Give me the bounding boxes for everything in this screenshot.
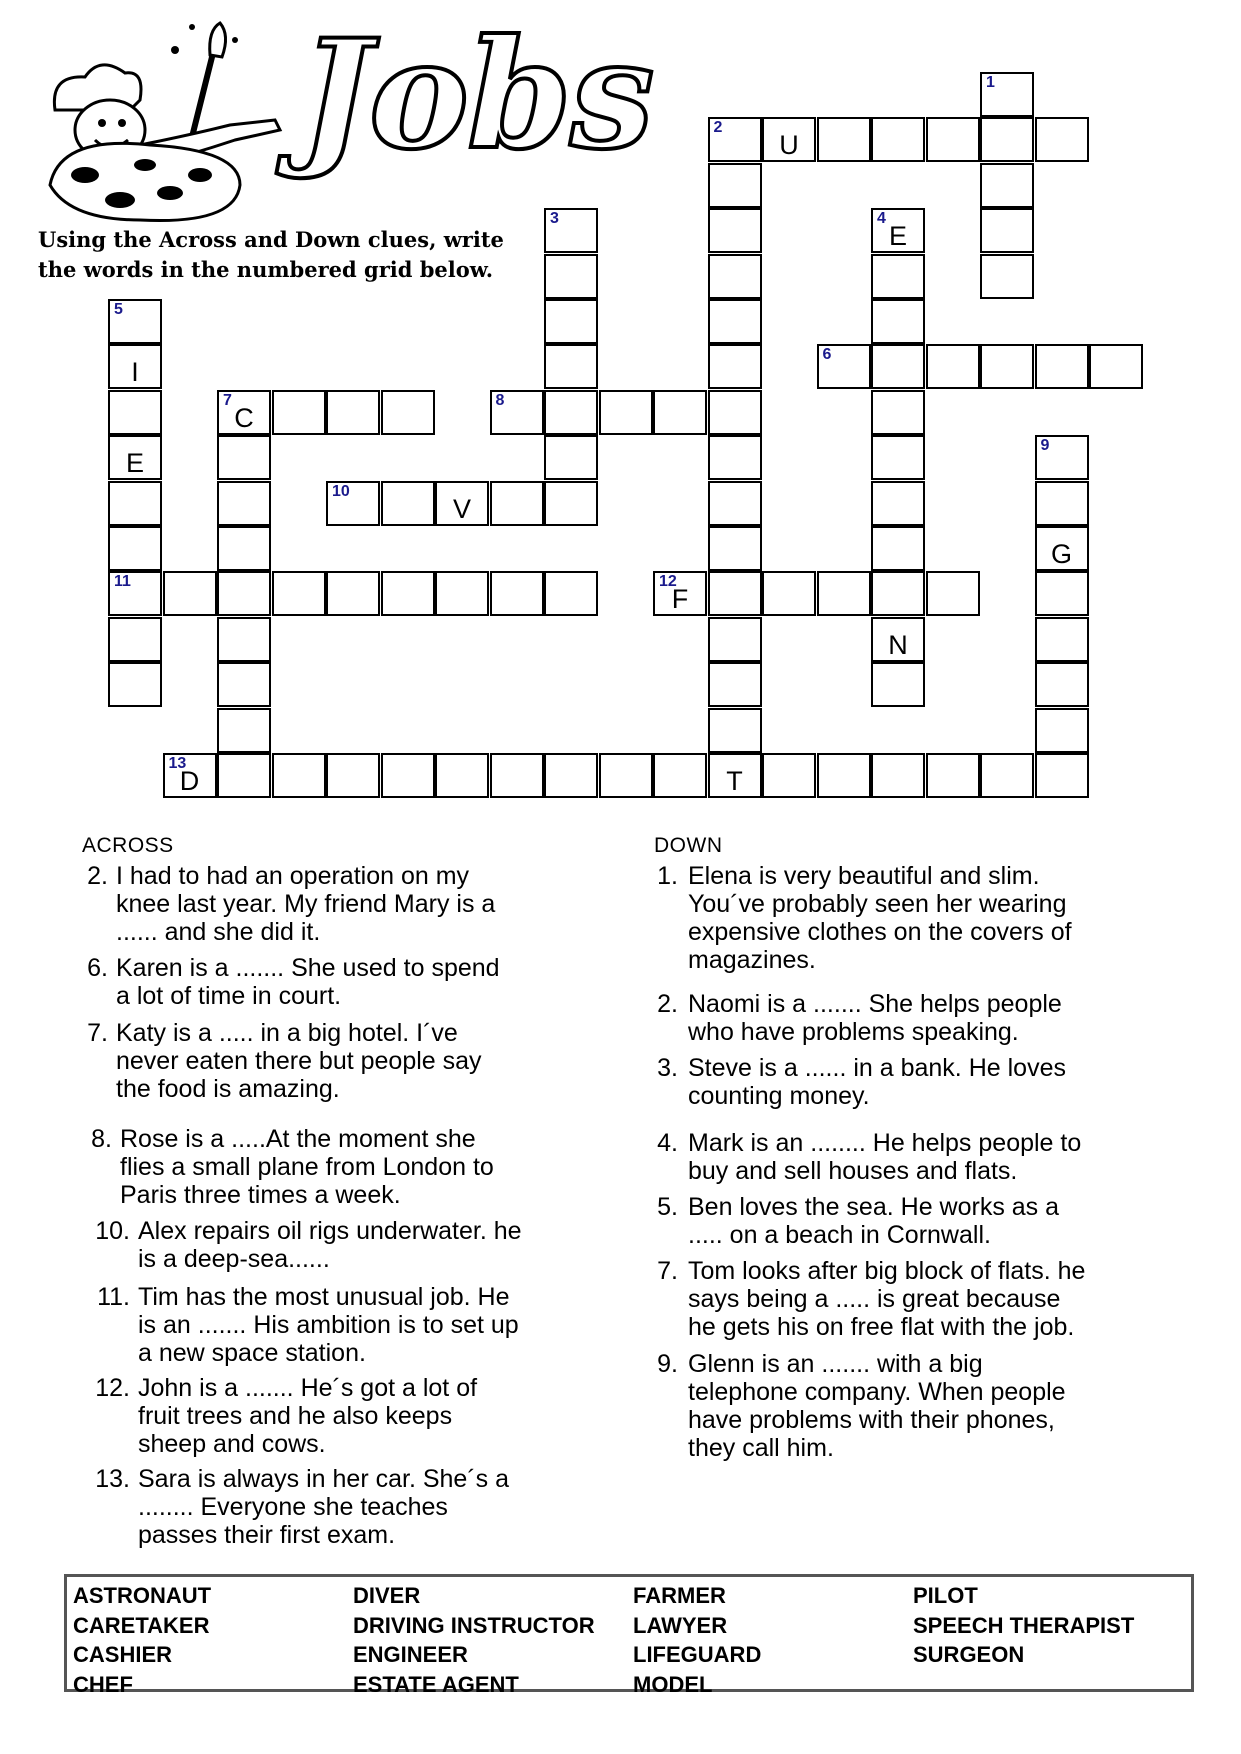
crossword-cell[interactable] bbox=[980, 163, 1034, 208]
crossword-cell[interactable] bbox=[217, 526, 271, 571]
clue-text: Mark is an ........ He helps people to buy and sell houses and flats. bbox=[688, 1129, 1082, 1185]
crossword-cell[interactable] bbox=[871, 481, 925, 526]
cell-number: 4 bbox=[877, 210, 886, 228]
crossword-cell[interactable] bbox=[217, 662, 271, 707]
clue-text: Katy is a ..... in a big hotel. I´ve never eaten there but people say the food is amazing. bbox=[116, 1019, 482, 1103]
cell-number: 13 bbox=[168, 755, 187, 772]
crossword-cell[interactable] bbox=[926, 753, 980, 798]
clue-number: 5. bbox=[657, 1193, 678, 1221]
crossword-cell[interactable] bbox=[926, 117, 980, 162]
crossword-cell[interactable] bbox=[544, 753, 598, 798]
cell-letter: E bbox=[125, 448, 144, 479]
crossword-cell[interactable] bbox=[871, 526, 925, 571]
cell-number: 9 bbox=[1040, 437, 1050, 455]
word-bank-item: ENGINEER bbox=[353, 1642, 468, 1667]
cell-number: 8 bbox=[495, 391, 505, 409]
crossword-cell[interactable] bbox=[217, 708, 271, 753]
crossword-cell[interactable] bbox=[980, 117, 1034, 162]
crossword-cell[interactable] bbox=[108, 662, 162, 707]
cell-number: 11 bbox=[114, 573, 131, 591]
crossword-cell[interactable] bbox=[1035, 708, 1089, 753]
cell-letter: D bbox=[179, 766, 200, 796]
crossword-cell[interactable] bbox=[435, 481, 489, 526]
crossword-cell[interactable] bbox=[217, 753, 271, 798]
crossword-cell[interactable] bbox=[326, 481, 380, 526]
crossword-cell[interactable] bbox=[381, 390, 435, 435]
crossword-cell[interactable] bbox=[708, 299, 762, 344]
clue-text: I had to had an operation on my knee last year. My friend Mary is a ...... and she did it. bbox=[116, 862, 496, 946]
crossword-cell[interactable] bbox=[1035, 481, 1089, 526]
crossword-cell[interactable] bbox=[1035, 662, 1089, 707]
crossword-cell[interactable] bbox=[708, 617, 762, 662]
cell-letter: T bbox=[726, 766, 743, 796]
clue-text: Naomi is a ....... She helps people who have problems speaking. bbox=[688, 990, 1062, 1046]
clue-text: Rose is a .....At the moment she flies a small plane from London to Paris three times a week. bbox=[120, 1125, 494, 1209]
crossword-cell[interactable] bbox=[817, 344, 871, 389]
cell-number: 3 bbox=[550, 210, 559, 228]
crossword-cell[interactable] bbox=[1035, 526, 1089, 571]
word-bank-item: CHEF bbox=[73, 1671, 133, 1697]
word-bank-column bbox=[353, 1581, 595, 1699]
down-clue bbox=[648, 1054, 1066, 1110]
clue-text: Karen is a ....... She used to spend a lot of time in court. bbox=[116, 954, 500, 1010]
down-clue bbox=[648, 1350, 1066, 1462]
crossword-cell[interactable] bbox=[817, 117, 871, 162]
word-bank bbox=[64, 1574, 1194, 1697]
down-clue bbox=[648, 1129, 1081, 1185]
clue-number: 9. bbox=[657, 1350, 678, 1378]
crossword-cell[interactable] bbox=[871, 617, 925, 662]
crossword-cell[interactable] bbox=[490, 753, 544, 798]
cell-number: 12 bbox=[659, 573, 677, 591]
crossword-cell[interactable] bbox=[1089, 344, 1143, 389]
crossword-cell[interactable] bbox=[599, 390, 653, 435]
crossword-cell[interactable] bbox=[108, 617, 162, 662]
crossword-cell[interactable] bbox=[108, 435, 162, 480]
clue-number: 11. bbox=[97, 1283, 130, 1311]
clue-number: 1. bbox=[657, 862, 678, 890]
word-bank-item: FARMER bbox=[633, 1583, 726, 1608]
across-clue bbox=[76, 1019, 482, 1103]
crossword-cell[interactable] bbox=[108, 481, 162, 526]
word-bank-column bbox=[913, 1581, 1134, 1670]
crossword-cell[interactable] bbox=[1035, 344, 1089, 389]
crossword-cell[interactable] bbox=[762, 753, 816, 798]
crossword-cell[interactable] bbox=[544, 435, 598, 480]
across-clue bbox=[82, 1283, 519, 1367]
crossword-cell[interactable] bbox=[1035, 117, 1089, 162]
crossword-cell[interactable] bbox=[871, 254, 925, 299]
word-bank-item: SPEECH THERAPIST bbox=[913, 1612, 1135, 1638]
across-clue bbox=[82, 1217, 522, 1273]
word-bank-item: SURGEON bbox=[913, 1642, 1025, 1667]
crossword-cell[interactable] bbox=[708, 344, 762, 389]
crossword-cell[interactable] bbox=[871, 435, 925, 480]
clue-text: Tom looks after big block of flats. he says being a ..... is great because he gets his on free flat with the job. bbox=[688, 1257, 1086, 1341]
cell-letter: V bbox=[452, 493, 471, 524]
crossword-cell[interactable] bbox=[708, 481, 762, 526]
word-bank-item: CARETAKER bbox=[73, 1612, 210, 1638]
crossword-cell[interactable] bbox=[544, 299, 598, 344]
crossword-cell[interactable] bbox=[980, 254, 1034, 299]
crossword-cell[interactable] bbox=[926, 571, 980, 616]
word-bank-item: DIVER bbox=[353, 1583, 421, 1608]
crossword-cell[interactable] bbox=[871, 753, 925, 798]
clue-text: Sara is always in her car. She´s a ........ Everyone she teaches passes their first exam. bbox=[138, 1465, 509, 1549]
down-clue bbox=[648, 1193, 1059, 1249]
crossword-cell[interactable] bbox=[1035, 571, 1089, 616]
clue-text: John is a ....... He´s got a lot of fruit trees and he also keeps sheep and cows. bbox=[138, 1374, 478, 1458]
clue-text: Ben loves the sea. He works as a ..... on a beach in Cornwall. bbox=[688, 1193, 1060, 1249]
crossword-cell[interactable] bbox=[762, 571, 816, 616]
crossword-cell[interactable] bbox=[108, 526, 162, 571]
clue-number: 4. bbox=[657, 1129, 678, 1157]
crossword-cell[interactable] bbox=[217, 481, 271, 526]
crossword-cell[interactable] bbox=[762, 117, 816, 162]
word-bank-item: ESTATE AGENT bbox=[353, 1671, 519, 1697]
clue-text: Glenn is an ....... with a big telephone company. When people have problems with their phones, they call him. bbox=[688, 1350, 1066, 1462]
page-title: Jobs bbox=[300, 7, 653, 183]
cell-letter: E bbox=[888, 221, 907, 252]
clue-number: 6. bbox=[87, 954, 108, 982]
crossword-cell[interactable] bbox=[708, 163, 762, 208]
clue-number: 2. bbox=[87, 862, 108, 890]
crossword-cell[interactable] bbox=[108, 390, 162, 435]
crossword-cell[interactable] bbox=[326, 390, 380, 435]
crossword-cell[interactable] bbox=[871, 117, 925, 162]
crossword-cell[interactable] bbox=[708, 662, 762, 707]
crossword-cell[interactable] bbox=[544, 390, 598, 435]
crossword-cell[interactable] bbox=[163, 753, 217, 798]
crossword-cell[interactable] bbox=[980, 344, 1034, 389]
word-bank-item: LAWYER bbox=[633, 1612, 728, 1638]
crossword-cell[interactable] bbox=[653, 753, 707, 798]
word-bank-column bbox=[633, 1581, 761, 1699]
word-bank-item: LIFEGUARD bbox=[633, 1642, 762, 1667]
crossword-cell[interactable] bbox=[871, 344, 925, 389]
crossword-cell[interactable] bbox=[871, 299, 925, 344]
crossword-cell[interactable] bbox=[871, 571, 925, 616]
word-bank-item: CASHIER bbox=[73, 1642, 173, 1667]
down-clue bbox=[648, 990, 1062, 1046]
crossword-cell[interactable] bbox=[326, 571, 380, 616]
clue-number: 8. bbox=[91, 1125, 112, 1153]
crossword-cell[interactable] bbox=[708, 753, 762, 798]
across-clue bbox=[82, 1465, 509, 1549]
crossword-cell[interactable] bbox=[381, 753, 435, 798]
crossword-cell[interactable] bbox=[599, 753, 653, 798]
crossword-cell[interactable] bbox=[708, 708, 762, 753]
word-bank-item: ASTRONAUT bbox=[73, 1583, 212, 1608]
crossword-cell[interactable] bbox=[980, 72, 1034, 117]
crossword-cell[interactable] bbox=[980, 208, 1034, 253]
clue-number: 7. bbox=[657, 1257, 678, 1285]
cell-number: 10 bbox=[332, 482, 350, 500]
cell-letter: U bbox=[779, 130, 799, 161]
painter-illustration bbox=[40, 15, 310, 230]
crossword-cell[interactable] bbox=[544, 254, 598, 299]
crossword-cell[interactable] bbox=[544, 208, 598, 253]
clue-number: 10. bbox=[95, 1217, 130, 1245]
crossword-cell[interactable] bbox=[708, 526, 762, 571]
clue-text: Tim has the most unusual job. He is an ....... His ambition is to set up a new space station. bbox=[138, 1283, 519, 1367]
crossword-cell[interactable] bbox=[817, 571, 871, 616]
across-clue bbox=[82, 1125, 494, 1209]
word-bank-item: MODEL bbox=[633, 1671, 713, 1697]
crossword-cell[interactable] bbox=[217, 617, 271, 662]
crossword-cell[interactable] bbox=[435, 571, 489, 616]
crossword-cell[interactable] bbox=[272, 753, 326, 798]
cell-letter: C bbox=[234, 402, 254, 433]
crossword-cell[interactable] bbox=[708, 254, 762, 299]
crossword-cell[interactable] bbox=[708, 208, 762, 253]
word-bank-column bbox=[73, 1581, 211, 1699]
crossword-cell[interactable] bbox=[653, 390, 707, 435]
across-heading: ACROSS bbox=[82, 834, 174, 857]
crossword-cell[interactable] bbox=[381, 481, 435, 526]
crossword-cell[interactable] bbox=[871, 662, 925, 707]
crossword-cell[interactable] bbox=[326, 753, 380, 798]
crossword-cell[interactable] bbox=[544, 481, 598, 526]
crossword-cell[interactable] bbox=[272, 571, 326, 616]
cell-number: 5 bbox=[114, 301, 123, 318]
instructions: Using the Across and Down clues, write the words in the numbered grid below. bbox=[38, 227, 504, 282]
crossword-cell[interactable] bbox=[653, 571, 707, 616]
cell-letter: G bbox=[1050, 539, 1072, 569]
clue-text: Steve is a ...... in a bank. He loves counting money. bbox=[688, 1054, 1066, 1110]
crossword-cell[interactable] bbox=[1035, 617, 1089, 662]
crossword-cell[interactable] bbox=[544, 571, 598, 616]
down-heading: DOWN bbox=[654, 834, 723, 857]
clue-text: Alex repairs oil rigs underwater. he is a deep-sea...... bbox=[138, 1217, 522, 1273]
crossword-cell[interactable] bbox=[1035, 753, 1089, 798]
crossword-cell[interactable] bbox=[708, 117, 762, 162]
clue-number: 13. bbox=[95, 1465, 130, 1493]
clue-number: 12. bbox=[95, 1374, 130, 1402]
crossword-cell[interactable] bbox=[108, 344, 162, 389]
word-bank-item: DRIVING INSTRUCTOR bbox=[353, 1612, 595, 1638]
cell-number: 7 bbox=[223, 391, 232, 409]
cell-number: 1 bbox=[986, 74, 995, 91]
cell-letter: N bbox=[888, 629, 908, 660]
crossword-cell[interactable] bbox=[817, 753, 871, 798]
crossword-cell[interactable] bbox=[980, 753, 1034, 798]
word-bank-item: PILOT bbox=[913, 1583, 978, 1608]
across-clue bbox=[76, 862, 495, 946]
crossword-cell[interactable] bbox=[163, 571, 217, 616]
cell-letter: F bbox=[671, 584, 689, 615]
crossword-cell[interactable] bbox=[108, 299, 162, 344]
across-clue bbox=[82, 1374, 477, 1458]
cell-letter: I bbox=[131, 357, 139, 388]
crossword-cell[interactable] bbox=[272, 390, 326, 435]
crossword-cell[interactable] bbox=[871, 390, 925, 435]
crossword-cell[interactable] bbox=[490, 481, 544, 526]
down-clue bbox=[648, 862, 1072, 974]
crossword-cell[interactable] bbox=[1035, 435, 1089, 480]
clue-number: 2. bbox=[657, 990, 678, 1018]
crossword-cell[interactable] bbox=[708, 435, 762, 480]
crossword-cell[interactable] bbox=[926, 344, 980, 389]
crossword-cell[interactable] bbox=[217, 571, 271, 616]
crossword-cell[interactable] bbox=[708, 571, 762, 616]
crossword-cell[interactable] bbox=[490, 390, 544, 435]
across-clue bbox=[76, 954, 500, 1010]
clue-number: 3. bbox=[657, 1054, 678, 1082]
clue-text: Elena is very beautiful and slim. You´ve probably seen her wearing expensive clothes on the covers of magazines. bbox=[688, 862, 1072, 974]
crossword-cell[interactable] bbox=[435, 753, 489, 798]
cell-number: 6 bbox=[822, 346, 832, 364]
crossword-cell[interactable] bbox=[217, 435, 271, 480]
clue-number: 7. bbox=[87, 1019, 108, 1047]
cell-number: 2 bbox=[713, 119, 723, 137]
crossword-cell[interactable] bbox=[871, 208, 925, 253]
crossword-cell[interactable] bbox=[708, 390, 762, 435]
crossword-cell[interactable] bbox=[544, 344, 598, 389]
crossword-cell[interactable] bbox=[381, 571, 435, 616]
crossword-cell[interactable] bbox=[490, 571, 544, 616]
down-clue bbox=[648, 1257, 1085, 1341]
crossword-cell[interactable] bbox=[217, 390, 271, 435]
crossword-cell[interactable] bbox=[108, 571, 162, 616]
